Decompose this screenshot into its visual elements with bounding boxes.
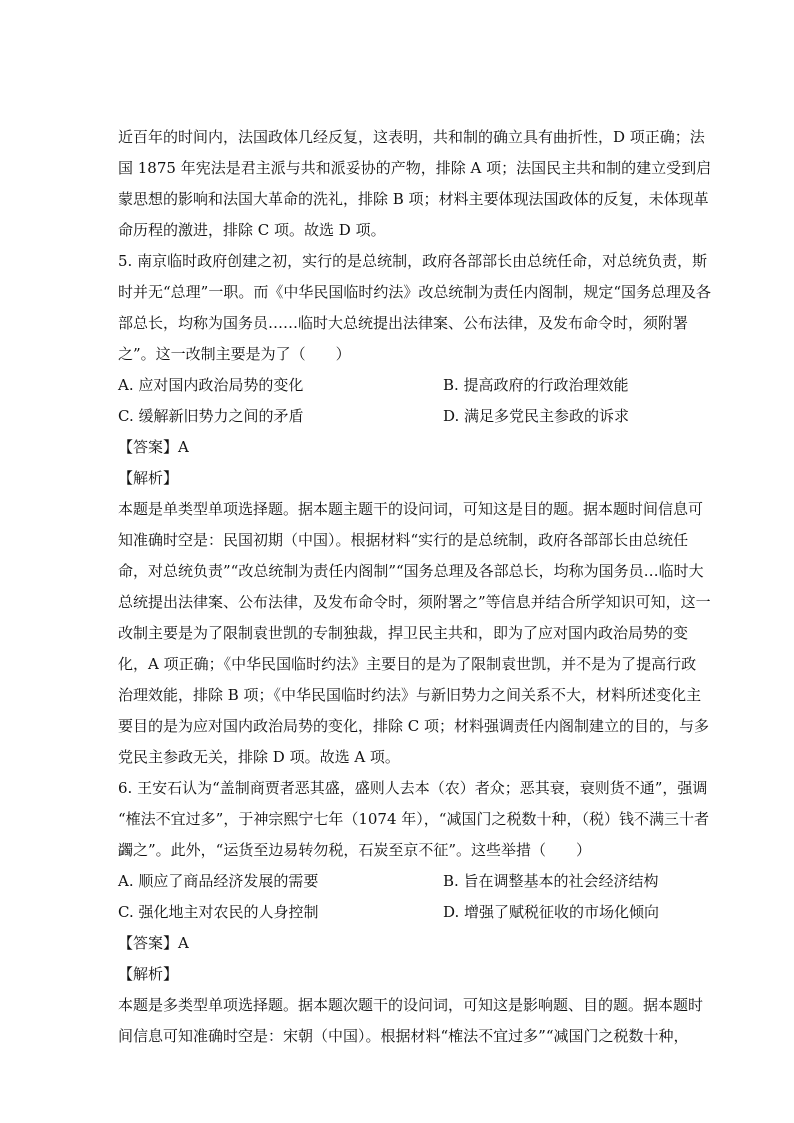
- analysis-line: 间信息可知准确时空是：宋朝（中国）。根据材料“榷法不宜过多”“减国门之税数十种，: [118, 1027, 689, 1045]
- analysis-line: 要目的是为应对国内政治局势的变化，排除 C 项；材料强调责任内阁制建立的目的，与多: [118, 717, 710, 735]
- analysis-line: 本题是多类型单项选择题。据本题次题干的设问词，可知这是影响题、目的题。据本题时: [118, 996, 704, 1014]
- text-line: 国 1875 年宪法是君主派与共和派妥协的产物，排除 A 项；法国民主共和制的建立受到启: [118, 159, 712, 177]
- option-d: D. 满足多党民主参政的诉求: [443, 407, 630, 425]
- analysis-line: 命，对总统负责”“改总统制为责任内阁制”“国务总理及各部总长，均称为国务员…临时大: [118, 562, 704, 580]
- question-stem-line: 部总长，均称为国务员……临时大总统提出法律案、公布法律，及发布命令时，须附署: [118, 314, 689, 332]
- analysis-line: 改制主要是为了限制袁世凯的专制独裁，捍卫民主共和，即为了应对国内政治局势的变: [118, 624, 689, 642]
- analysis-line: 知准确时空是：民国初期（中国）。根据材料“实行的是总统制，政府各部部长由总统任: [118, 531, 689, 549]
- analysis-line: 治理效能，排除 B 项；《中华民国临时约法》与新旧势力之间关系不大，材料所述变化主: [118, 686, 702, 704]
- answer-label: 【答案】A: [118, 934, 189, 952]
- option-c: C. 强化地主对农民的人身控制: [118, 903, 319, 921]
- analysis-line: 总统提出法律案、公布法律，及发布命令时，须附署之”等信息并结合所学知识可知，这一: [118, 593, 711, 611]
- analysis-label: 【解析】: [118, 965, 179, 983]
- question-stem-line: 蠲之”。此外，“运货至边易转勿税，石炭至京不征”。这些举措（ ）: [118, 841, 592, 859]
- text-line: 蒙思想的影响和法国大革命的洗礼，排除 B 项；材料主要体现法国政体的反复，未体现革: [118, 190, 709, 208]
- option-c: C. 缓解新旧势力之间的矛盾: [118, 407, 304, 425]
- option-a: A. 顺应了商品经济发展的需要: [118, 872, 319, 890]
- analysis-line: 党民主参政无关，排除 D 项。故选 A 项。: [118, 748, 400, 766]
- text-line: 近百年的时间内，法国政体几经反复，这表明，共和制的确立具有曲折性，D 项正确；法: [118, 128, 705, 146]
- option-b: B. 旨在调整基本的社会经济结构: [443, 872, 659, 890]
- text-line: 命历程的激进，排除 C 项。故选 D 项。: [118, 221, 386, 239]
- analysis-label: 【解析】: [118, 469, 179, 487]
- question-stem-line: 时并无“总理”一职。而《中华民国临时约法》改总统制为责任内阁制，规定“国务总理及各: [118, 283, 712, 301]
- analysis-line: 本题是单类型单项选择题。据本题主题干的设问词，可知这是目的题。据本题时间信息可: [118, 500, 704, 518]
- question-stem-line: 6. 王安石认为“盖制商贾者恶其盛，盛则人去本（农）者众；恶其衰，衰则货不通”，强调: [118, 779, 708, 797]
- question-stem-line: 5. 南京临时政府创建之初，实行的是总统制，政府各部部长由总统任命，对总统负责，斯: [118, 252, 708, 270]
- answer-label: 【答案】A: [118, 438, 189, 456]
- option-d: D. 增强了赋税征收的市场化倾向: [443, 903, 660, 921]
- question-stem-line: “榷法不宜过多”，于神宗熙宁七年（1074 年），“减国门之税数十种，（税）钱不满三十者: [118, 810, 709, 828]
- analysis-line: 化，A 项正确；《中华民国临时约法》主要目的是为了限制袁世凯，并不是为了提高行政: [118, 655, 697, 673]
- option-a: A. 应对国内政治局势的变化: [118, 376, 304, 394]
- question-stem-line: 之”。这一改制主要是为了（ ）: [118, 345, 351, 363]
- option-b: B. 提高政府的行政治理效能: [443, 376, 629, 394]
